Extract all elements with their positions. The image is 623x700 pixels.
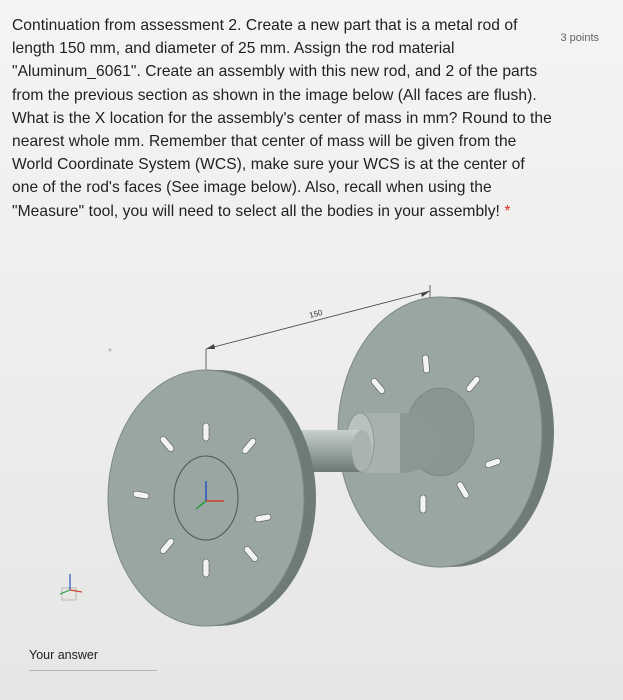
required-asterisk: * <box>504 202 511 220</box>
dimension-label: 150 <box>308 307 324 320</box>
question-text-block <box>12 14 552 223</box>
points-label: 3 points <box>560 32 599 44</box>
answer-input[interactable] <box>29 664 157 671</box>
left-wheel <box>108 370 316 626</box>
view-triad-icon <box>60 574 82 600</box>
question-text: Continuation from assessment 2. Create a new part that is a metal rod of length 150 mm, and diameter of 25 mm. Assign the rod material "Aluminum_6061". Create an assembly with this new rod, and 2 of the parts from the previous section as shown in the image below (All faces are flush). What is the X location for the assembly's center of mass in mm? Round to the nearest whole mm. Remember that center of mass will be given from the World Coordinate System (WCS), make sure your WCS is at the center of one of the rod's faces (See image below). Also, recall when using the "Measure" tool, you will need to select all the bodies in your assembly! <box>12 17 552 220</box>
dimension-arrow-left <box>206 344 215 349</box>
answer-label: Your answer <box>29 648 99 662</box>
assembly-figure <box>20 255 580 645</box>
marker-dot <box>109 349 112 352</box>
